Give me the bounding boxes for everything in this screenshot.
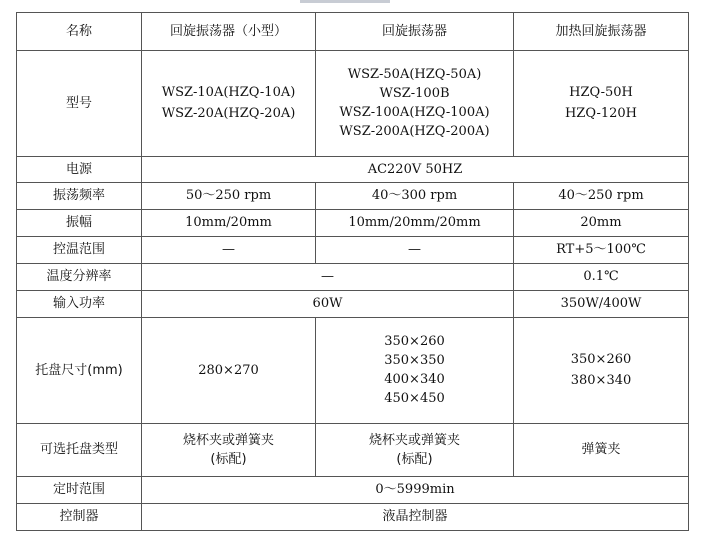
- table-row-controller: [17, 504, 689, 531]
- row-label-controller: 控制器: [17, 504, 142, 531]
- model-line: HZQ-50H: [569, 85, 633, 100]
- row-label-power-supply: 电源: [17, 157, 142, 183]
- table-row-tray-type: [17, 424, 689, 477]
- header-shaker-cell: 回旋振荡器: [316, 13, 514, 51]
- model-line: WSZ-50A(HZQ-50A): [347, 67, 482, 82]
- row-label-frequency: 振荡频率: [17, 183, 142, 210]
- table-row-model: [17, 51, 689, 157]
- header-heated-shaker-cell: 加热回旋振荡器: [514, 13, 689, 51]
- tray-size-line: 450×450: [384, 391, 445, 406]
- tray-size-line: 380×340: [570, 373, 632, 388]
- row-label-temp-range: 控温范围: [17, 237, 142, 264]
- temp-range-heated-cell: RT+5～100℃: [514, 237, 689, 264]
- tray-size-line: 400×340: [384, 372, 445, 387]
- table-row-timer: [17, 477, 689, 504]
- row-label-input-power: 输入功率: [17, 291, 142, 318]
- input-power-shared-cell: 60W: [142, 291, 514, 318]
- row-label-timer: 定时范围: [17, 477, 142, 504]
- tray-size-line: 350×260: [384, 334, 445, 349]
- tray-type-line: (标配): [210, 451, 247, 467]
- tray-type-line: (标配): [396, 451, 433, 467]
- row-label-tray-size: 托盘尺寸(mm): [17, 318, 142, 424]
- model-line: WSZ-100A(HZQ-100A): [339, 105, 490, 120]
- row-label-temp-resolution: 温度分辨率: [17, 264, 142, 291]
- tray-type-small-cell: [142, 424, 316, 477]
- frequency-small-cell: 50～250 rpm: [142, 183, 316, 210]
- table-row-temp-range: [17, 237, 689, 264]
- model-shaker-cell: [316, 51, 514, 157]
- tray-size-small-cell: 280×270: [142, 318, 316, 424]
- temp-resolution-heated-cell: 0.1℃: [514, 264, 689, 291]
- top-scroll-indicator: [300, 0, 390, 3]
- frequency-shaker-cell: 40～300 rpm: [316, 183, 514, 210]
- table-row-frequency: [17, 183, 689, 210]
- timer-value: 0～5999min: [142, 477, 689, 504]
- temp-resolution-shared-cell: —: [142, 264, 514, 291]
- model-line: WSZ-10A(HZQ-10A): [161, 85, 296, 100]
- tray-size-shaker-cell: [316, 318, 514, 424]
- model-small-cell: [142, 51, 316, 157]
- table-row-tray-size: [17, 318, 689, 424]
- amplitude-small-cell: 10mm/20mm: [142, 210, 316, 237]
- row-label-amplitude: 振幅: [17, 210, 142, 237]
- tray-size-line: 350×350: [384, 353, 445, 368]
- controller-value: 液晶控制器: [142, 504, 689, 531]
- amplitude-heated-cell: 20mm: [514, 210, 689, 237]
- temp-range-shaker-cell: —: [316, 237, 514, 264]
- tray-size-line: 350×260: [570, 352, 632, 367]
- model-line: WSZ-20A(HZQ-20A): [161, 106, 296, 121]
- table-row-power-supply: [17, 157, 689, 183]
- tray-type-heated-cell: 弹簧夹: [514, 424, 689, 477]
- table-header-row: [17, 13, 689, 51]
- tray-type-line: 烧杯夹或弹簧夹: [368, 432, 460, 448]
- row-label-model: 型号: [17, 51, 142, 157]
- model-line: WSZ-100B: [379, 86, 450, 101]
- power-supply-value: AC220V 50HZ: [142, 157, 689, 183]
- header-name-cell: 名称: [17, 13, 142, 51]
- amplitude-shaker-cell: 10mm/20mm/20mm: [316, 210, 514, 237]
- tray-size-heated-cell: [514, 318, 689, 424]
- model-heated-cell: [514, 51, 689, 157]
- model-line: HZQ-120H: [564, 106, 638, 121]
- input-power-heated-cell: 350W/400W: [514, 291, 689, 318]
- table-row-input-power: [17, 291, 689, 318]
- spec-table: [16, 12, 689, 531]
- table-row-amplitude: [17, 210, 689, 237]
- temp-range-small-cell: —: [142, 237, 316, 264]
- model-line: WSZ-200A(HZQ-200A): [339, 124, 490, 139]
- tray-type-line: 烧杯夹或弹簧夹: [182, 432, 274, 448]
- row-label-tray-type: 可选托盘类型: [17, 424, 142, 477]
- tray-type-shaker-cell: [316, 424, 514, 477]
- frequency-heated-cell: 40～250 rpm: [514, 183, 689, 210]
- header-small-shaker-cell: 回旋振荡器（小型）: [142, 13, 316, 51]
- table-row-temp-resolution: [17, 264, 689, 291]
